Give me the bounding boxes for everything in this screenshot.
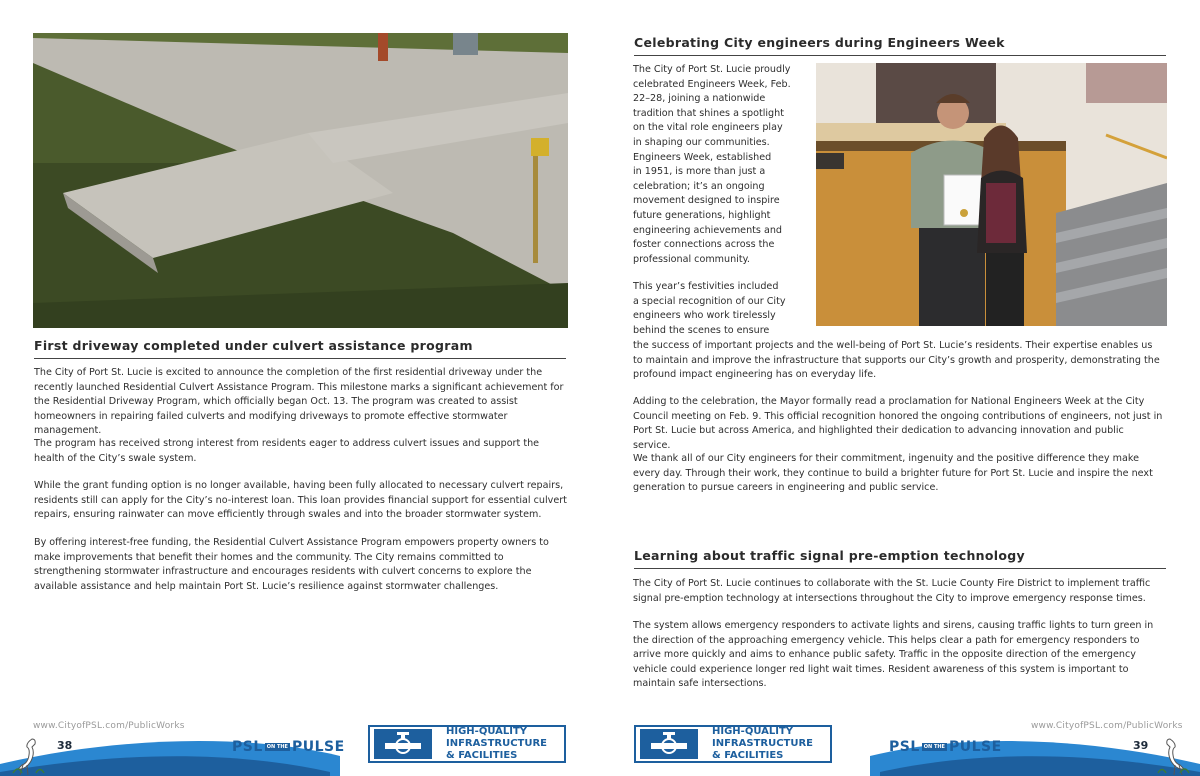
culvert-article-title: First driveway completed under culvert assistance program xyxy=(34,338,566,359)
page-number: 38 xyxy=(57,739,73,752)
traffic-paragraph-1: The City of Port St. Lucie continues to collaborate with the St. Lucie County Fire District to implement traffic signal pre-emption technology at intersections throughout the City to improve emergency response times. xyxy=(633,578,1151,604)
engineers-continuation: the success of important projects and the well-being of Port St. Lucie’s residents. Their expertise enables us to maintain and improve the infrastructure that supports our City’s growth and prosperity, demonstrating the profound impact engineering has on everyday life. xyxy=(633,340,1160,381)
footer-url[interactable]: www.CityofPSL.com/PublicWorks xyxy=(1031,721,1183,731)
valve-pipe-icon xyxy=(640,729,698,759)
engineers-paragraph-thanks: We thank all of our City engineers for their commitment, ingenuity and the positive difference they make every day. Through their work, they continue to build a brighter future for Port St. Lucie and inspire the next generation to pursue careers in engineering and public service. xyxy=(633,453,1153,494)
footer-url[interactable]: www.CityofPSL.com/PublicWorks xyxy=(33,721,185,731)
engineers-photo xyxy=(816,63,1167,326)
culvert-paragraph-4: By offering interest-free funding, the Residential Culvert Assistance Program empowers property owners to make improvements that benefit their homes and the community. The City remains committed to strengthening stormwater infrastructure and encourages residents with culvert concerns to explore the available assistance and help maintain Port St. Lucie’s resilience against stormwater challenges. xyxy=(34,537,549,592)
valve-pipe-icon xyxy=(374,729,432,759)
engineers-article-title: Celebrating City engineers during Engineers Week xyxy=(634,35,1166,56)
infrastructure-badge: HIGH-QUALITY INFRASTRUCTURE & FACILITIES xyxy=(368,725,566,763)
psl-pulse-logo[interactable]: PSL ON THE PULSE xyxy=(232,739,345,755)
traffic-paragraph-2: The system allows emergency responders to activate lights and sirens, causing traffic lights to turn green in the direction of the approaching emergency vehicle. This helps clear a path for emergency responders to arrive more quickly and aims to enhance public safety. Traffic in the opposite direction of the emergency vehicle could experience longer red light wait times. Resident awareness of this system is important to maintain safe intersections. xyxy=(633,620,1154,690)
heron-icon xyxy=(1156,735,1192,775)
culvert-paragraph-2: The program has received strong interest from residents eager to address culvert issues and support the health of the City’s swale system. xyxy=(34,438,540,464)
culvert-paragraph-1: The City of Port St. Lucie is excited to announce the completion of the first residential driveway under the recently launched Residential Culvert Assistance Program. This milestone marks a significant achievement for the Residential Driveway Program, which officially began Oct. 13. The program was created to assist homeowners in repairing failed culverts and modifying driveways to promote effective stormwater management. xyxy=(34,367,564,437)
infrastructure-badge: HIGH-QUALITY INFRASTRUCTURE & FACILITIES xyxy=(634,725,832,763)
heron-icon xyxy=(10,735,46,775)
right-page xyxy=(600,0,1200,776)
engineers-paragraph-proclamation: Adding to the celebration, the Mayor formally read a proclamation for National Engineers Week at the City Council meeting on Feb. 9. This official recognition honored the ongoing contributions of engineers, not just in Port St. Lucie but across America, and highlighted their dedication to advancing innovation and public service. xyxy=(633,396,1163,451)
engineers-intro: The City of Port St. Lucie proudly celebrated Engineers Week, Feb. 22–28, joining a nationwide tradition that shines a spotlight on the vital role engineers play in shaping our communities. Engineers Week, established in 1951, is more than just a celebration; it’s an ongoing movement designed to inspire future generations, highlight engineering achievements and foster connections across the professional community. xyxy=(633,64,791,265)
psl-pulse-logo[interactable]: PSL ON THE PULSE xyxy=(889,739,1002,755)
driveway-photo xyxy=(33,33,568,328)
engineers-second-paragraph: This year’s festivities included a special recognition of our City engineers who work tirelessly behind the scenes to ensure xyxy=(633,281,786,336)
traffic-article-title: Learning about traffic signal pre-emption technology xyxy=(634,548,1166,569)
culvert-paragraph-3: While the grant funding option is no longer available, having been fully allocated to necessary culvert repairs, residents still can apply for the City’s no-interest loan. This loan provides financial support for essential culvert repairs, ensuring rainwater can move efficiently through swales and into the broader stormwater system. xyxy=(34,480,567,521)
page-number: 39 xyxy=(1133,739,1149,752)
